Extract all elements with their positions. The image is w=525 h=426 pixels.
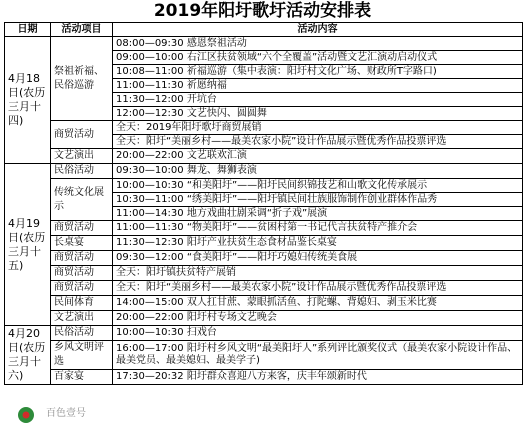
- table-row: [5, 370, 523, 385]
- activity-cell: 16:00—17:00 阳圩村乡风文明“最美阳圩人”系列评比颁奖仪式（最美农家小院设计作品、最美党员、最美媳妇、最美学子): [113, 341, 523, 370]
- activity-cell: 20:00—22:00 文艺联欢汇演: [113, 149, 523, 164]
- category-cell: 长桌宴: [51, 236, 113, 251]
- table-row: [5, 179, 523, 193]
- table-row: [5, 341, 523, 370]
- activity-cell: 10:00—10:30 “和美阳圩”——阳圩民间织锦技艺和山歌文化传承展示: [113, 179, 523, 193]
- activity-cell: 17:30—20:32 阳圩群众喜迎八方来客，庆丰年颂新时代: [113, 370, 523, 385]
- date-cell: 4月19日(农历三月十五): [5, 164, 51, 326]
- table-row: [5, 164, 523, 179]
- table-row: [5, 296, 523, 311]
- header-category: 活动项目: [51, 23, 113, 37]
- table-row: [5, 236, 523, 251]
- activity-cell: 14:00—15:00 双人扛甘蔗、蒙眼抓活鱼、打陀螺、背媳妇、剥玉米比赛: [113, 296, 523, 311]
- table-row: [5, 121, 523, 135]
- table-row: [5, 326, 523, 341]
- category-cell: 商贸活动: [51, 221, 113, 236]
- schedule-table: [4, 22, 523, 385]
- category-cell: 商贸活动: [51, 251, 113, 266]
- activity-cell: 11:00—11:30 “物美阳圩”——贫困村第一书记代言扶贫特产推介会: [113, 221, 523, 236]
- activity-cell: 09:30—12:00 “食美阳圩”——阳圩巧媳妇传统美食展: [113, 251, 523, 266]
- watermark-text: 百色壹号: [46, 408, 86, 419]
- activity-cell: 11:00—14:30 地方戏曲壮剧采调“折子戏”展演: [113, 207, 523, 221]
- activity-cell: 10:08—11:00 祈福巡游（集中表演：阳圩村文化广场、财政所T字路口): [113, 65, 523, 79]
- table-row: [5, 281, 523, 296]
- page-title: 2019年阳圩歌圩活动安排表: [153, 1, 372, 21]
- activity-cell: 08:00—09:30 感恩祭祖活动: [113, 37, 523, 51]
- category-cell: 文艺演出: [51, 149, 113, 164]
- activity-cell: 10:00—10:30 扫戏台: [113, 326, 523, 341]
- table-row: [5, 37, 523, 51]
- category-cell: 商贸活动: [51, 121, 113, 149]
- watermark-logo-icon: [14, 406, 38, 424]
- activity-cell: 全天：阳圩镇扶贫特产展销: [113, 266, 523, 281]
- header-date: 日期: [5, 23, 51, 37]
- category-cell: 乡风文明评选: [51, 341, 113, 370]
- category-cell: 传统文化展示: [51, 179, 113, 221]
- category-cell: 民俗活动: [51, 164, 113, 179]
- activity-cell: 11:30—12:30 阳圩产业扶贫生态食材品鉴长桌宴: [113, 236, 523, 251]
- category-cell: 祭祖祈福、民俗巡游: [51, 37, 113, 121]
- watermark: [2, 396, 122, 426]
- table-row: [5, 251, 523, 266]
- category-cell: 民俗活动: [51, 326, 113, 341]
- activity-cell: 12:00—12:30 文艺快闪、圆圆舞: [113, 107, 523, 121]
- table-row: [5, 266, 523, 281]
- table-row: [5, 149, 523, 164]
- category-cell: 商贸活动: [51, 281, 113, 296]
- activity-cell: 20:00—22:00 阳圩村专场文艺晚会: [113, 311, 523, 326]
- date-cell: 4月18日(农历三月十四): [5, 37, 51, 164]
- category-cell: 民间体育: [51, 296, 113, 311]
- date-cell: 4月20日(农历三月十六): [5, 326, 51, 385]
- activity-cell: 11:30—12:00 开坑台: [113, 93, 523, 107]
- activity-cell: 全天：2019年阳圩歌圩商贸展销: [113, 121, 523, 135]
- activity-cell: 09:00—10:00 右江区扶贫领域“六个全覆盖”活动暨文艺汇演动启动仪式: [113, 51, 523, 65]
- activity-cell: 全天：阳圩“美丽乡村——最美农家小院”设计作品展示暨优秀作品投票评选: [113, 281, 523, 296]
- header-content: 活动内容: [113, 23, 523, 37]
- header-row: [5, 23, 523, 37]
- category-cell: 文艺演出: [51, 311, 113, 326]
- category-cell: 百家宴: [51, 370, 113, 385]
- activity-cell: 10:30—11:00 “绣美阳圩”——阳圩镇民间壮族服饰制作创业群体作品秀: [113, 193, 523, 207]
- activity-cell: 09:30—10:00 舞龙、舞狮表演: [113, 164, 523, 179]
- category-cell: 商贸活动: [51, 266, 113, 281]
- activity-cell: 11:00—11:30 祈愿纳福: [113, 79, 523, 93]
- activity-cell: 全天：阳圩“美丽乡村——最美农家小院”设计作品展示暨优秀作品投票评选: [113, 135, 523, 149]
- table-row: [5, 221, 523, 236]
- table-row: [5, 311, 523, 326]
